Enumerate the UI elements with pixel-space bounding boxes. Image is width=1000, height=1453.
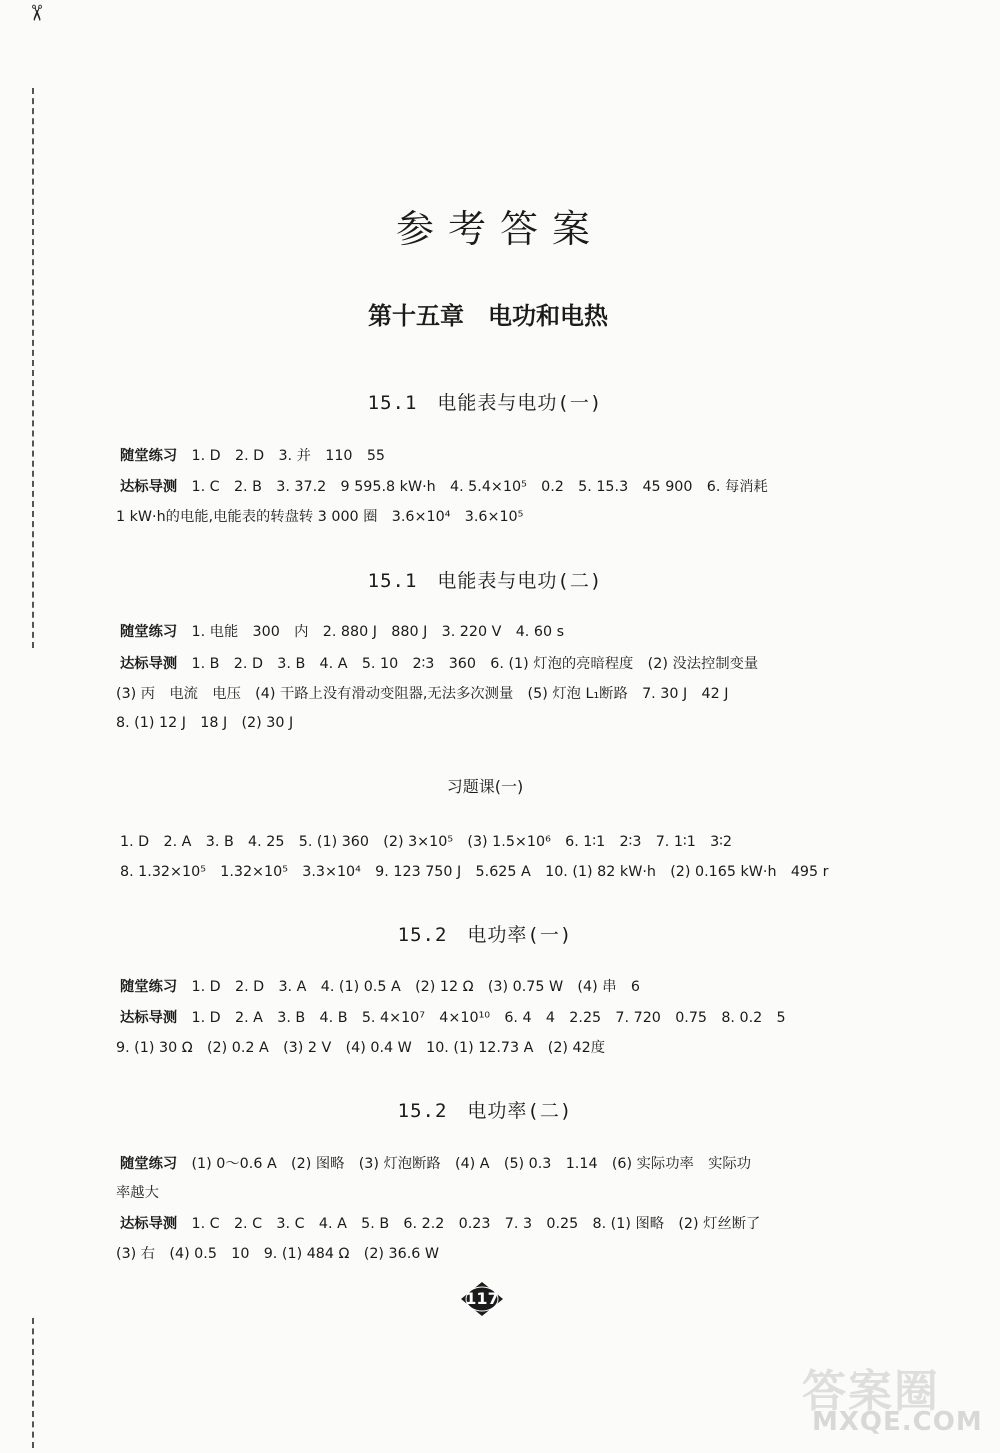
answer-line: [120, 446, 860, 466]
answer-line: [120, 477, 860, 497]
answer-line: [120, 1008, 860, 1028]
watermark-logo: [784, 1355, 994, 1435]
binding-dashed-line: [32, 88, 34, 648]
section-title: 15.1 电能表与电功(一): [367, 392, 603, 414]
page-number-badge: [460, 1281, 504, 1317]
answer-line: [116, 1038, 856, 1058]
answer-text: 1. B 2. D 3. B 4. A 5. 10 2∶3 360 6. (1) 灯泡的亮暗程度 (2) 没法控制变量: [191, 656, 759, 672]
answer-label: 随堂练习: [120, 624, 178, 640]
answer-line: [116, 507, 856, 527]
answer-line: [116, 713, 856, 733]
answer-text: 1. D 2. A 3. B 4. 25 5. (1) 360 (2) 3×10⁵ (3) 1.5×10⁶ 6. 1∶1 2∶3 7. 1∶1 3∶2: [120, 834, 733, 850]
answer-line: [116, 1244, 856, 1264]
section-title: 15.2 电功率(二): [397, 1100, 573, 1122]
answer-line: [120, 1154, 860, 1174]
answer-text: 率越大: [116, 1185, 159, 1201]
answer-line: [120, 862, 860, 882]
answer-line: [116, 684, 856, 704]
binding-dashed-line-lower: [32, 1318, 34, 1448]
watermark-bottom: MXQE.COM: [812, 1407, 983, 1437]
answer-line: [120, 1214, 860, 1234]
answer-label: 达标导测: [120, 1216, 178, 1232]
answer-label: 随堂练习: [120, 1156, 178, 1172]
answer-text: 1. D 2. A 3. B 4. B 5. 4×10⁷ 4×10¹⁰ 6. 4 4 2.25 7. 720 0.75 8. 0.2 5: [191, 1010, 786, 1026]
answer-text: 1. 电能 300 内 2. 880 J 880 J 3. 220 V 4. 60 s: [191, 624, 565, 640]
answer-line: [120, 977, 860, 997]
chapter-title: 第十五章 电功和电热: [368, 302, 608, 330]
answer-label: 随堂练习: [120, 448, 178, 464]
answer-text: 9. (1) 30 Ω (2) 0.2 A (3) 2 V (4) 0.4 W 10. (1) 12.73 A (2) 42度: [116, 1040, 606, 1056]
answer-label: 达标导测: [120, 656, 178, 672]
answer-text: (3) 丙 电流 电压 (4) 干路上没有滑动变阻器,无法多次测量 (5) 灯泡 L₁断路 7. 30 J 42 J: [116, 686, 729, 702]
answer-text: 1. D 2. D 3. 并 110 55: [191, 448, 386, 464]
answer-label: 随堂练习: [120, 979, 178, 995]
answer-label: 达标导测: [120, 1010, 178, 1026]
section-title: 15.2 电功率(一): [397, 924, 573, 946]
answer-line: [120, 654, 860, 674]
answer-text: (1) 0～0.6 A (2) 图略 (3) 灯泡断路 (4) A (5) 0.3 1.14 (6) 实际功率 实际功: [191, 1156, 752, 1172]
answer-text: 1. C 2. C 3. C 4. A 5. B 6. 2.2 0.23 7. 3 0.25 8. (1) 图略 (2) 灯丝断了: [191, 1216, 761, 1232]
answer-label: 达标导测: [120, 479, 178, 495]
answer-text: 1 kW·h的电能,电能表的转盘转 3 000 圈 3.6×10⁴ 3.6×10⁵: [116, 509, 524, 525]
answer-text: (3) 右 (4) 0.5 10 9. (1) 484 Ω (2) 36.6 W: [116, 1246, 440, 1262]
watermark-top: 答案圈: [802, 1366, 940, 1417]
answer-text: 1. D 2. D 3. A 4. (1) 0.5 A (2) 12 Ω (3) 0.75 W (4) 串 6: [191, 979, 640, 995]
answer-line: [116, 1183, 856, 1203]
answer-line: [120, 832, 860, 852]
answer-line: [120, 622, 860, 642]
main-title: 参考答案: [395, 207, 604, 251]
answer-text: 1. C 2. B 3. 37.2 9 595.8 kW·h 4. 5.4×10⁵ 0.2 5. 15.3 45 900 6. 每消耗: [191, 479, 768, 495]
section-title: 15.1 电能表与电功(二): [367, 570, 603, 592]
answer-text: 8. (1) 12 J 18 J (2) 30 J: [116, 715, 294, 731]
section-title: 习题课(一): [446, 777, 524, 796]
answer-text: 8. 1.32×10⁵ 1.32×10⁵ 3.3×10⁴ 9. 123 750 J 5.625 A 10. (1) 82 kW·h (2) 0.165 kW·h 495 r: [120, 864, 829, 880]
scissors-icon: ✂: [23, 3, 49, 23]
page-number: 117: [465, 1289, 499, 1308]
